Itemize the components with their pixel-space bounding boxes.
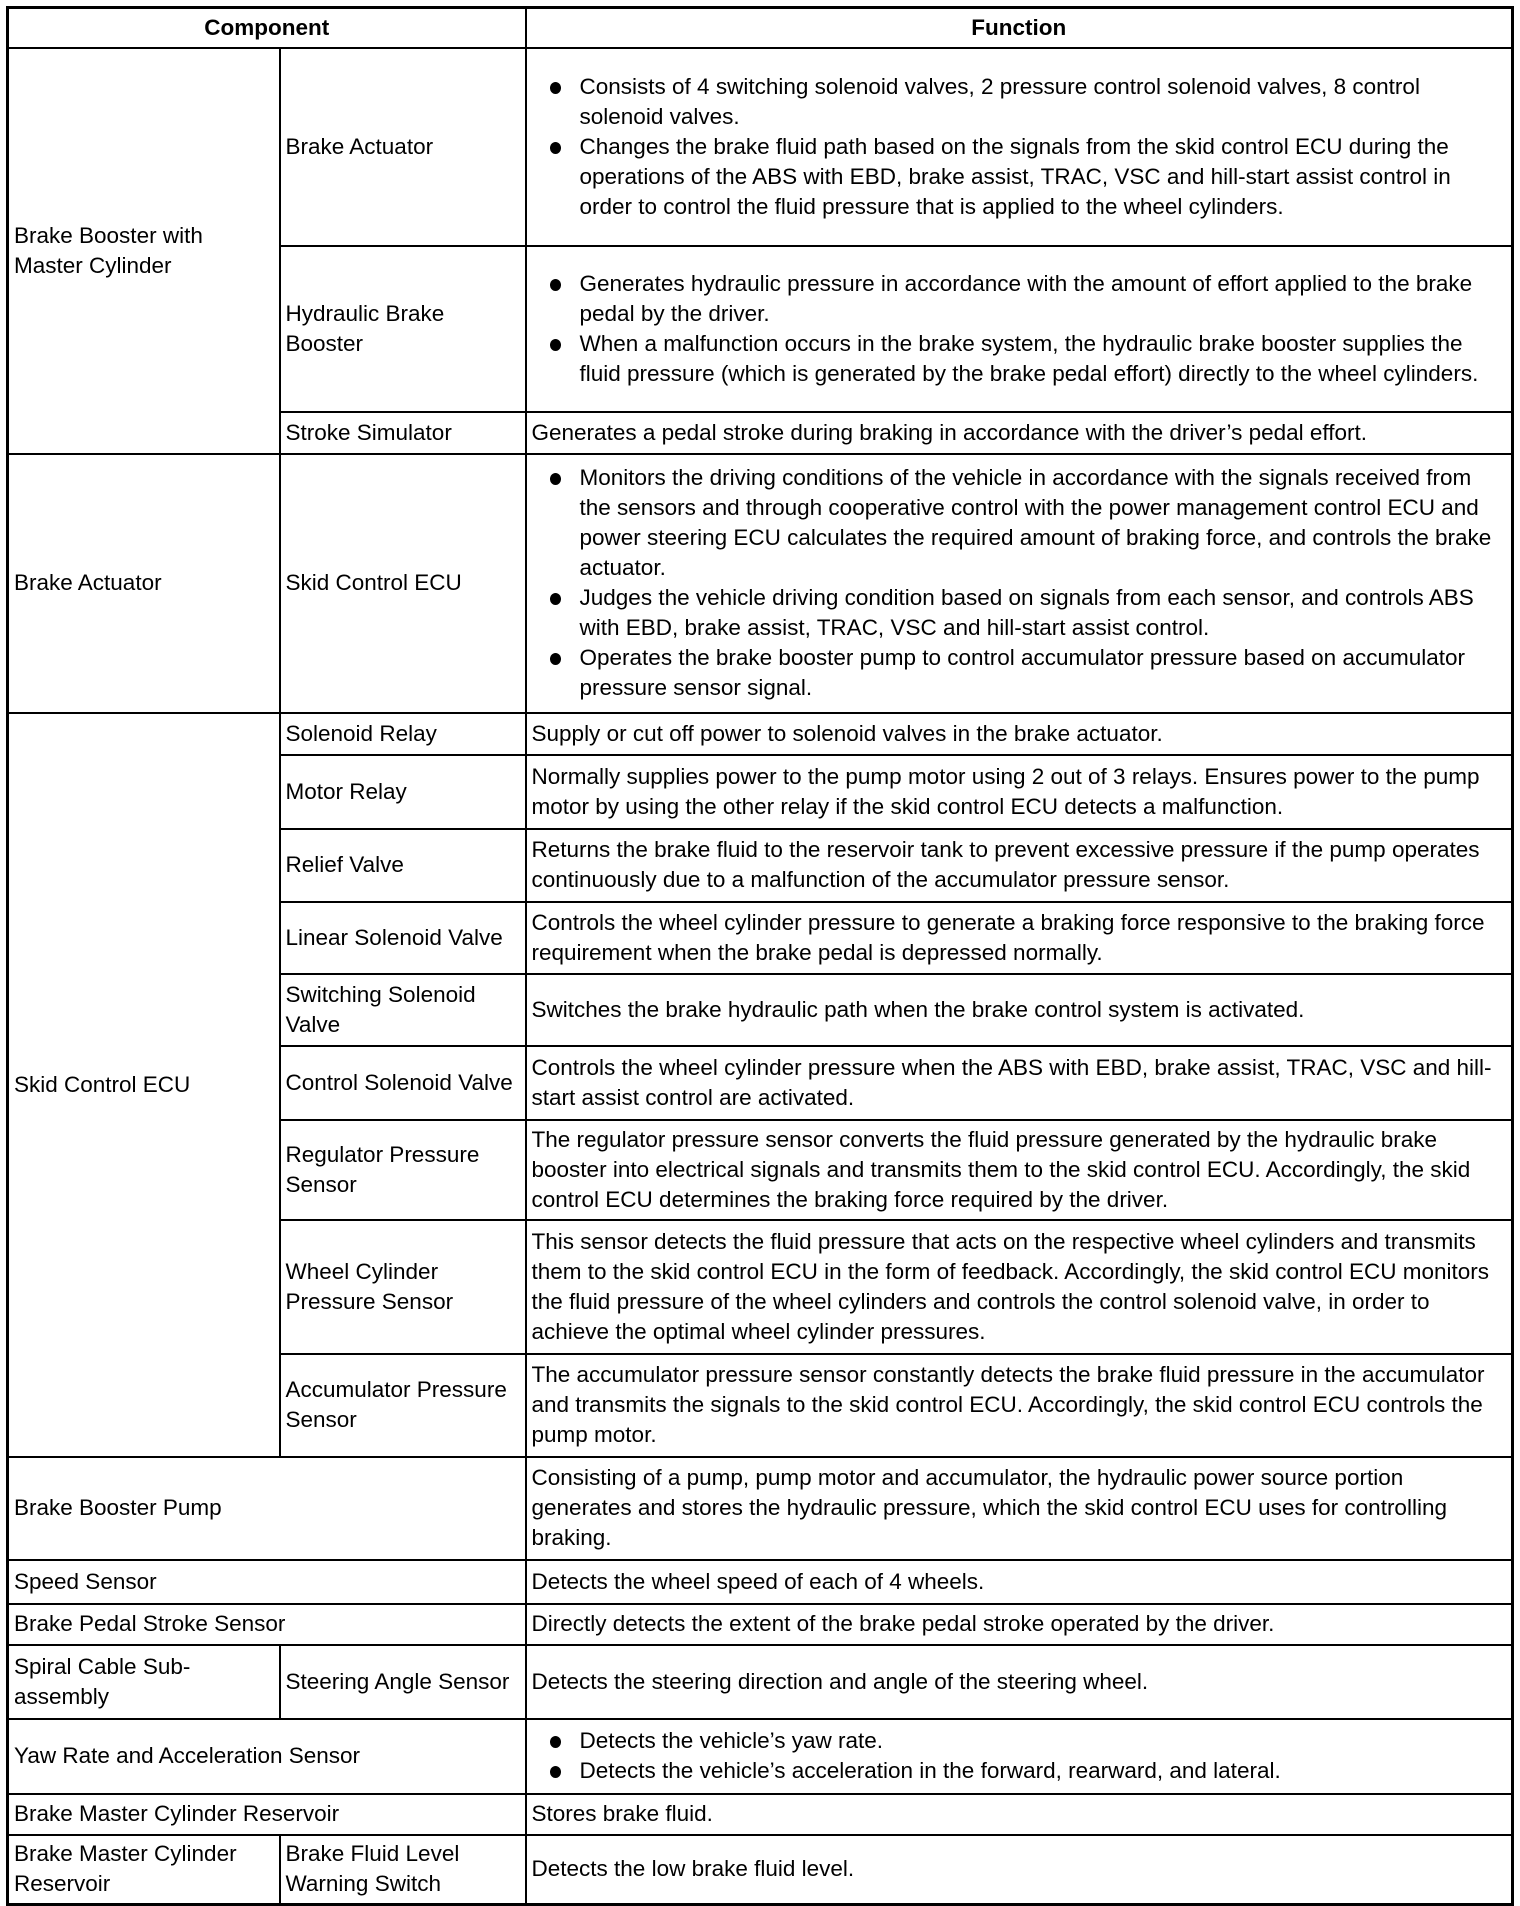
function-cell: Detects the wheel speed of each of 4 wheels. xyxy=(526,1560,1513,1604)
table-row xyxy=(8,454,1513,713)
component-cell: Speed Sensor xyxy=(8,1560,526,1604)
table-row xyxy=(8,48,1513,246)
bullet-list xyxy=(532,72,1506,222)
table-row xyxy=(8,1719,1513,1794)
bullet-item: Generates hydraulic pressure in accordance with the amount of effort applied to the brake pedal by the driver. xyxy=(532,269,1506,329)
component-cell: Control Solenoid Valve xyxy=(280,1046,526,1120)
component-cell: Relief Valve xyxy=(280,829,526,902)
component-cell: Brake Fluid Level Warning Switch xyxy=(280,1835,526,1905)
component-cell: Switching Solenoid Valve xyxy=(280,974,526,1046)
component-cell: Accumulator Pressure Sensor xyxy=(280,1354,526,1457)
function-cell: Directly detects the extent of the brake pedal stroke operated by the driver. xyxy=(526,1604,1513,1645)
bullet-item: Detects the vehicle’s yaw rate. xyxy=(532,1726,1506,1756)
table-body xyxy=(8,48,1513,1905)
bullet-item: Operates the brake booster pump to control accumulator pressure based on accumulator pressure sensor signal. xyxy=(532,643,1506,703)
function-cell xyxy=(526,48,1513,246)
component-cell: Brake Master Cylinder Reservoir xyxy=(8,1835,280,1905)
function-cell xyxy=(526,1719,1513,1794)
header-row xyxy=(8,8,1513,48)
table-row xyxy=(8,1794,1513,1835)
component-cell: Brake Master Cylinder Reservoir xyxy=(8,1794,526,1835)
bullet-item: When a malfunction occurs in the brake system, the hydraulic brake booster supplies the fluid pressure (which is generated by the brake pedal effort) directly to the wheel cylinders. xyxy=(532,329,1506,389)
component-cell: Stroke Simulator xyxy=(280,412,526,454)
component-cell: Wheel Cylinder Pressure Sensor xyxy=(280,1220,526,1354)
component-cell: Brake Pedal Stroke Sensor xyxy=(8,1604,526,1645)
bullet-item: Changes the brake fluid path based on the signals from the skid control ECU during the operations of the ABS with EBD, brake assist, TRAC, VSC and hill-start assist control in order to control the fluid pressure that is applied to the wheel cylinders. xyxy=(532,132,1506,222)
table-row xyxy=(8,1604,1513,1645)
function-cell: Supply or cut off power to solenoid valves in the brake actuator. xyxy=(526,713,1513,755)
component-cell: Regulator Pressure Sensor xyxy=(280,1120,526,1220)
function-cell: Switches the brake hydraulic path when the brake control system is activated. xyxy=(526,974,1513,1046)
function-cell: This sensor detects the fluid pressure that acts on the respective wheel cylinders and transmits them to the skid control ECU in the form of feedback. Accordingly, the skid control ECU monitors the fluid pressure of the wheel cylinders and controls the control solenoid valve, in order to achieve the optimal wheel cylinder pressures. xyxy=(526,1220,1513,1354)
function-cell: Consisting of a pump, pump motor and accumulator, the hydraulic power source portion generates and stores the hydraulic pressure, which the skid control ECU uses for controlling braking. xyxy=(526,1457,1513,1560)
component-cell: Skid Control ECU xyxy=(280,454,526,713)
bullet-item: Detects the vehicle’s acceleration in the forward, rearward, and lateral. xyxy=(532,1756,1506,1786)
component-header: Component xyxy=(8,8,526,48)
function-header: Function xyxy=(526,8,1513,48)
bullet-list xyxy=(532,269,1506,389)
table-row xyxy=(8,713,1513,755)
component-cell: Brake Booster Pump xyxy=(8,1457,526,1560)
function-cell: Detects the low brake fluid level. xyxy=(526,1835,1513,1905)
table-row xyxy=(8,1560,1513,1604)
bullet-item: Judges the vehicle driving condition based on signals from each sensor, and controls ABS with EBD, brake assist, TRAC, VSC and hill-start assist control. xyxy=(532,583,1506,643)
function-cell: Controls the wheel cylinder pressure to generate a braking force responsive to the braking force requirement when the brake pedal is depressed normally. xyxy=(526,902,1513,974)
table-row xyxy=(8,1645,1513,1719)
function-cell: Generates a pedal stroke during braking in accordance with the driver’s pedal effort. xyxy=(526,412,1513,454)
component-cell: Hydraulic Brake Booster xyxy=(280,246,526,412)
component-cell: Steering Angle Sensor xyxy=(280,1645,526,1719)
component-cell: Yaw Rate and Acceleration Sensor xyxy=(8,1719,526,1794)
function-cell: The accumulator pressure sensor constantly detects the brake fluid pressure in the accumulator and transmits the signals to the skid control ECU. Accordingly, the skid control ECU controls the pump motor. xyxy=(526,1354,1513,1457)
component-function-table xyxy=(6,6,1514,1906)
component-cell: Brake Actuator xyxy=(280,48,526,246)
component-cell: Spiral Cable Sub-assembly xyxy=(8,1645,280,1719)
function-cell: Stores brake fluid. xyxy=(526,1794,1513,1835)
function-cell: Normally supplies power to the pump motor using 2 out of 3 relays. Ensures power to the pump motor by using the other relay if the skid control ECU detects a malfunction. xyxy=(526,755,1513,829)
table-row xyxy=(8,1835,1513,1905)
function-cell xyxy=(526,454,1513,713)
function-cell: Detects the steering direction and angle of the steering wheel. xyxy=(526,1645,1513,1719)
component-cell: Motor Relay xyxy=(280,755,526,829)
bullet-list xyxy=(532,463,1506,703)
bullet-item: Consists of 4 switching solenoid valves, 2 pressure control solenoid valves, 8 control solenoid valves. xyxy=(532,72,1506,132)
component-cell: Brake Actuator xyxy=(8,454,280,713)
table-row xyxy=(8,1457,1513,1560)
component-cell: Solenoid Relay xyxy=(280,713,526,755)
function-cell: Controls the wheel cylinder pressure when the ABS with EBD, brake assist, TRAC, VSC and hill-start assist control are activated. xyxy=(526,1046,1513,1120)
function-cell xyxy=(526,246,1513,412)
component-cell: Skid Control ECU xyxy=(8,713,280,1457)
bullet-item: Monitors the driving conditions of the vehicle in accordance with the signals received from the sensors and through cooperative control with the power management control ECU and power steering ECU calculates the required amount of braking force, and controls the brake actuator. xyxy=(532,463,1506,583)
component-cell: Linear Solenoid Valve xyxy=(280,902,526,974)
component-cell: Brake Booster with Master Cylinder xyxy=(8,48,280,454)
bullet-list xyxy=(532,1726,1506,1786)
function-cell: The regulator pressure sensor converts the fluid pressure generated by the hydraulic brake booster into electrical signals and transmits them to the skid control ECU. Accordingly, the skid control ECU determines the braking force required by the driver. xyxy=(526,1120,1513,1220)
function-cell: Returns the brake fluid to the reservoir tank to prevent excessive pressure if the pump operates continuously due to a malfunction of the accumulator pressure sensor. xyxy=(526,829,1513,902)
